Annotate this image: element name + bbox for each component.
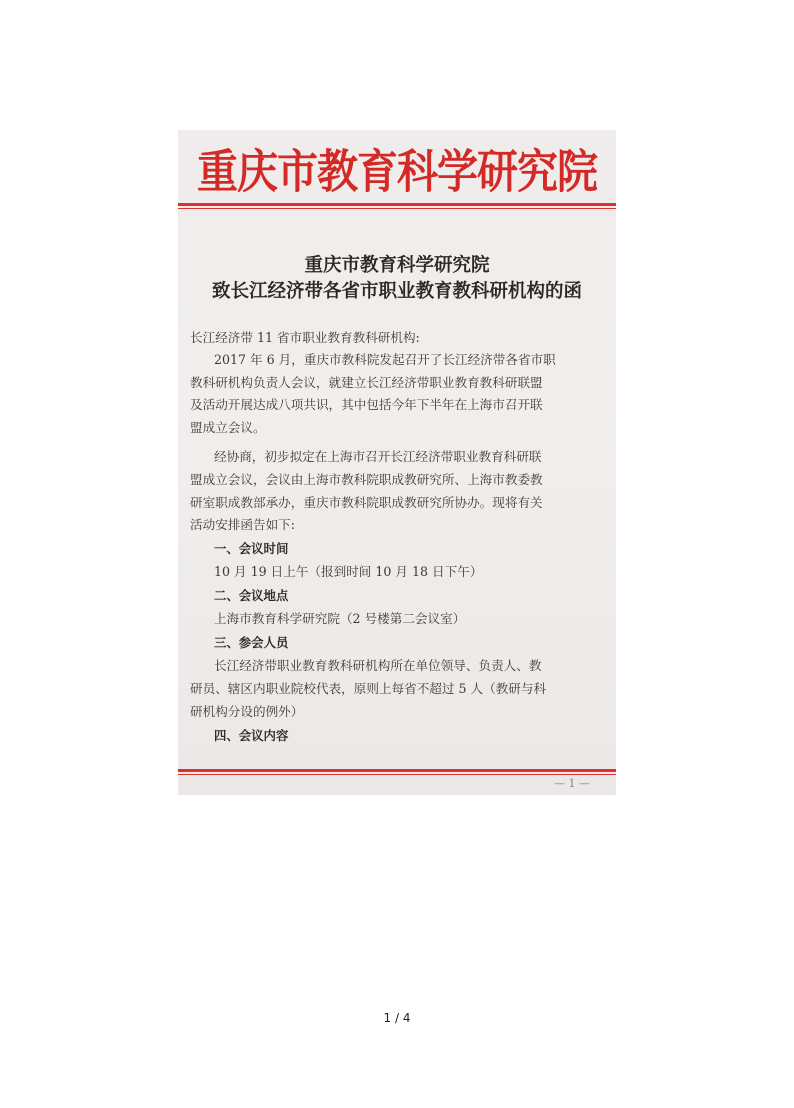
paragraph-1-line: 2017 年 6 月，重庆市教科院发起召开了长江经济带各省市职 [214, 352, 556, 367]
section-1-text: 10 月 19 日上午（报到时间 10 月 18 日下午） [214, 564, 483, 579]
document-title-line-1: 重庆市教育科学研究院 [304, 255, 490, 276]
paragraph-2-line: 研室职成教部承办，重庆市教科院职成教研究所协办。现将有关 [190, 495, 543, 510]
pdf-page-indicator: 1 / 4 [383, 1011, 411, 1025]
letterhead-red-rule [178, 203, 616, 209]
scan-page-number: — 1 — [554, 777, 590, 790]
footer-red-rule [178, 769, 616, 775]
paragraph-1-line: 教科研机构负责人会议，就建立长江经济带职业教育教科研联盟 [190, 375, 543, 390]
section-2-text: 上海市教育科学研究院（2 号楼第二会议室） [214, 611, 466, 626]
section-3-text-line: 研员、辖区内职业院校代表，原则上每省不超过 5 人（教研与科 [190, 681, 547, 696]
section-3-heading: 三、参会人员 [214, 635, 289, 650]
paragraph-2-line: 活动安排函告如下: [190, 517, 295, 532]
section-1-heading: 一、会议时间 [214, 541, 289, 556]
letterhead-red-title: 重庆市教育科学研究院 [197, 144, 597, 199]
document-title-line-2: 致长江经济带各省市职业教育教科研机构的函 [211, 281, 582, 302]
section-2-heading: 二、会议地点 [214, 588, 289, 603]
section-3-text-line: 长江经济带职业教育教科研机构所在单位领导、负责人、教 [214, 658, 542, 673]
paragraph-1-line: 盟成立会议。 [190, 420, 266, 435]
paragraph-2-line: 经协商，初步拟定在上海市召开长江经济带职业教育科研联 [214, 449, 542, 464]
scanned-letter-image [178, 130, 616, 795]
salutation: 长江经济带 11 省市职业教育教科研机构: [190, 330, 420, 345]
paragraph-2-line: 盟成立会议，会议由上海市教科院职成教研究所、上海市教委教 [190, 472, 543, 487]
section-3-text-line: 研机构分设的例外） [190, 704, 304, 719]
paragraph-1-line: 及活动开展达成八项共识，其中包括今年下半年在上海市召开联 [190, 397, 543, 412]
section-4-heading: 四、会议内容 [214, 728, 289, 743]
